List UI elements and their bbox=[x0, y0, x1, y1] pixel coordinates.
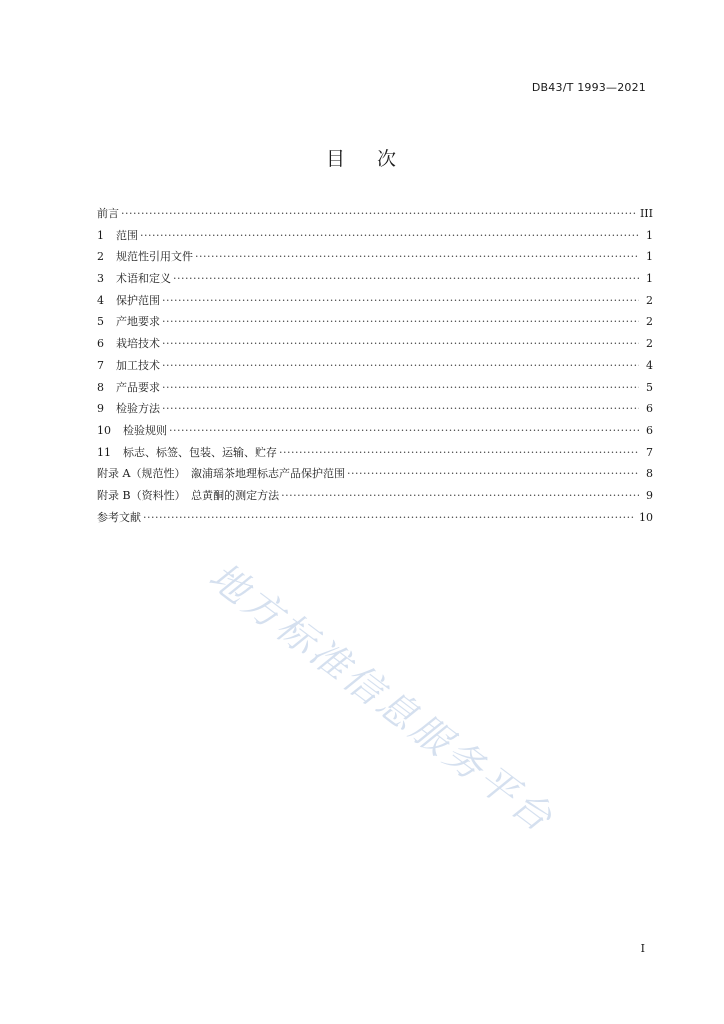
toc-item-number: 2 bbox=[97, 250, 104, 264]
toc-item-page: 7 bbox=[646, 445, 653, 459]
toc-item-label: 标志、标签、包装、运输、贮存 bbox=[123, 445, 277, 459]
toc-leader-dots bbox=[162, 381, 639, 394]
toc-leader-dots bbox=[162, 337, 639, 350]
toc-item-label: 产品要求 bbox=[116, 380, 160, 394]
page-title bbox=[0, 144, 724, 171]
toc-item-number: 7 bbox=[97, 358, 104, 372]
toc-leader-dots bbox=[162, 402, 639, 415]
toc-item-number: 5 bbox=[97, 315, 104, 329]
toc-item[interactable] bbox=[97, 422, 653, 444]
toc-item-page: 4 bbox=[646, 358, 653, 372]
toc-item-page: 1 bbox=[646, 250, 653, 264]
toc-item-page: 2 bbox=[646, 315, 653, 329]
page-number: I bbox=[640, 942, 645, 955]
toc-item-label: 参考文献 bbox=[97, 510, 141, 524]
toc-item-number: 9 bbox=[97, 402, 104, 416]
toc-leader-dots bbox=[140, 229, 639, 242]
toc-item-number: 6 bbox=[97, 337, 104, 351]
toc-item-label: 前言 bbox=[97, 207, 119, 220]
toc-item-label: 术语和定义 bbox=[116, 272, 171, 286]
toc-item-page: 6 bbox=[646, 423, 653, 437]
toc-item[interactable] bbox=[97, 379, 653, 401]
toc-item-page: III bbox=[639, 207, 653, 220]
toc-item[interactable] bbox=[97, 205, 653, 227]
toc-item[interactable] bbox=[97, 335, 653, 357]
toc-item[interactable] bbox=[97, 313, 653, 335]
toc-leader-dots bbox=[121, 207, 636, 220]
toc-item-number: 11 bbox=[97, 445, 111, 459]
toc-leader-dots bbox=[143, 511, 635, 524]
toc-item-label: 产地要求 bbox=[116, 315, 160, 329]
title-part-2: 次 bbox=[377, 148, 399, 170]
toc-item[interactable] bbox=[97, 509, 653, 531]
toc-item-page: 5 bbox=[646, 380, 653, 394]
toc-item[interactable] bbox=[97, 227, 653, 249]
toc-leader-dots bbox=[162, 294, 639, 307]
toc-item-number: 10 bbox=[97, 423, 111, 437]
toc-item-page: 2 bbox=[646, 337, 653, 351]
toc-item-page: 9 bbox=[646, 488, 653, 502]
toc-leader-dots bbox=[281, 489, 639, 502]
toc-item-label: 检验规则 bbox=[123, 423, 167, 437]
toc-item-page: 6 bbox=[646, 402, 653, 416]
toc-item[interactable] bbox=[97, 444, 653, 466]
toc-item[interactable] bbox=[97, 357, 653, 379]
toc-item[interactable] bbox=[97, 270, 653, 292]
toc-item[interactable] bbox=[97, 465, 653, 487]
toc-item-label: 附录 B（资料性） 总黄酮的测定方法 bbox=[97, 488, 280, 502]
toc-item-number: 3 bbox=[97, 272, 104, 286]
standard-code: DB43/T 1993—2021 bbox=[531, 81, 646, 94]
toc-item-label: 保护范围 bbox=[116, 293, 160, 307]
watermark: 地方标准信息服务平台 bbox=[200, 553, 563, 842]
title-part-1: 目 bbox=[325, 148, 347, 170]
toc-leader-dots bbox=[162, 315, 639, 328]
toc-leader-dots bbox=[173, 272, 639, 285]
toc-item[interactable] bbox=[97, 487, 653, 509]
table-of-contents bbox=[97, 205, 653, 530]
toc-item-page: 10 bbox=[639, 510, 653, 524]
toc-item-page: 1 bbox=[646, 228, 653, 242]
toc-item-page: 1 bbox=[646, 272, 653, 286]
toc-item-number: 4 bbox=[97, 293, 104, 307]
toc-item[interactable] bbox=[97, 400, 653, 422]
toc-item[interactable] bbox=[97, 248, 653, 270]
toc-item-label: 栽培技术 bbox=[116, 337, 160, 351]
toc-item-label: 检验方法 bbox=[116, 402, 160, 416]
toc-item-number: 1 bbox=[97, 228, 104, 242]
toc-item-label: 规范性引用文件 bbox=[116, 250, 193, 264]
toc-item-label: 附录 A（规范性） 溆浦瑶茶地理标志产品保护范围 bbox=[97, 467, 345, 481]
toc-item-page: 2 bbox=[646, 293, 653, 307]
toc-leader-dots bbox=[347, 467, 639, 480]
toc-leader-dots bbox=[162, 359, 639, 372]
toc-item-number: 8 bbox=[97, 380, 104, 394]
toc-item[interactable] bbox=[97, 292, 653, 314]
toc-item-page: 8 bbox=[646, 467, 653, 481]
toc-item-label: 加工技术 bbox=[116, 358, 160, 372]
toc-leader-dots bbox=[279, 446, 639, 459]
toc-item-label: 范围 bbox=[116, 228, 138, 242]
toc-leader-dots bbox=[169, 424, 639, 437]
toc-leader-dots bbox=[195, 250, 639, 263]
